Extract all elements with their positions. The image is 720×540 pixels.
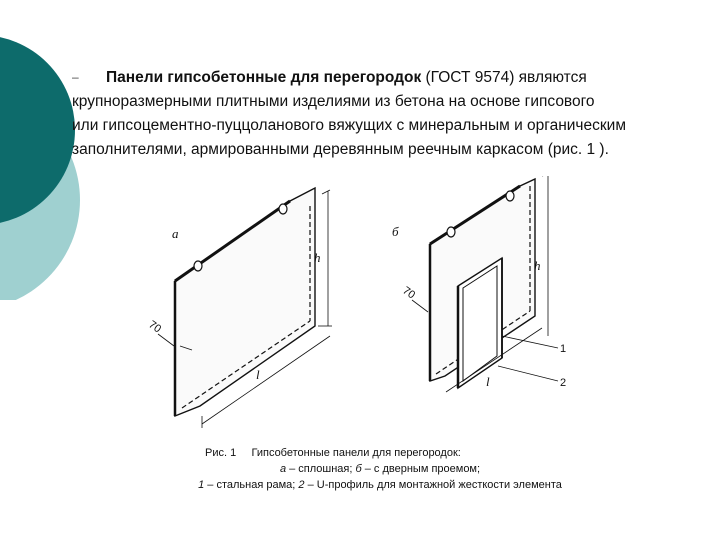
- panel-b-l-label: l: [486, 374, 490, 389]
- panel-a-70-label: 70: [146, 318, 164, 336]
- panel-a-70-dim: [158, 334, 174, 346]
- caption-2-text: – U-профиль для монтажной жесткости элемента: [304, 479, 562, 491]
- caption-line-3: [150, 477, 610, 493]
- label-a: а: [172, 226, 179, 241]
- bullet-mark: –: [72, 70, 79, 84]
- callout-2-leader: [498, 366, 558, 381]
- caption-fig-label: Рис. 1: [205, 447, 237, 459]
- label-b: б: [392, 224, 399, 239]
- caption-1-marker: 1: [198, 479, 205, 491]
- panel-a-h-label: h: [314, 250, 321, 265]
- panel-b-drawing: [412, 176, 558, 392]
- panel-a-face: [175, 188, 315, 416]
- panel-a-drawing: [158, 188, 332, 428]
- panel-b-70-dim: [412, 300, 428, 312]
- caption-line-2: [150, 461, 610, 477]
- panel-a-hook-right: [279, 204, 287, 214]
- panel-a-l-label: l: [256, 367, 260, 382]
- callout-1-label: 1: [560, 343, 567, 355]
- panel-b-70-label: 70: [400, 284, 418, 302]
- callout-1-leader: [502, 336, 558, 348]
- caption-1-text: – стальная рама;: [204, 479, 299, 491]
- paragraph-line-4: заполнителями, армированными деревянным реечным каркасом (рис. 1 ).: [72, 141, 609, 158]
- caption-b-marker: б: [355, 463, 362, 475]
- paragraph-line-2: крупноразмерными плитными изделиями из бетона на основе гипсового: [72, 93, 595, 110]
- callout-2-label: 2: [560, 377, 567, 389]
- body-paragraph: [72, 66, 692, 162]
- panel-figure: [130, 176, 610, 441]
- paragraph-line-1: [72, 66, 692, 90]
- figure-caption: [150, 445, 610, 493]
- panel-b-hook-right: [506, 191, 514, 201]
- caption-a-text: – сплошная;: [286, 463, 356, 475]
- caption-line-1: [150, 445, 610, 461]
- caption-b-text: – с дверным проемом;: [361, 463, 481, 475]
- bold-term: Панели гипсобетонные для перегородок: [106, 69, 422, 86]
- caption-a-marker: а: [279, 463, 287, 475]
- panel-b-hook-left: [447, 227, 455, 237]
- caption-2-marker: 2: [298, 479, 305, 491]
- panel-b-h-label: h: [534, 258, 541, 273]
- paragraph-line-3: или гипсоцементно-пуццоланового вяжущих с минеральным и органическим: [72, 117, 626, 134]
- line-1-rest: (ГОСТ 9574) являются: [421, 69, 587, 86]
- caption-title: Гипсобетонные панели для перегородок:: [251, 447, 461, 459]
- panel-a-hook-left: [194, 261, 202, 271]
